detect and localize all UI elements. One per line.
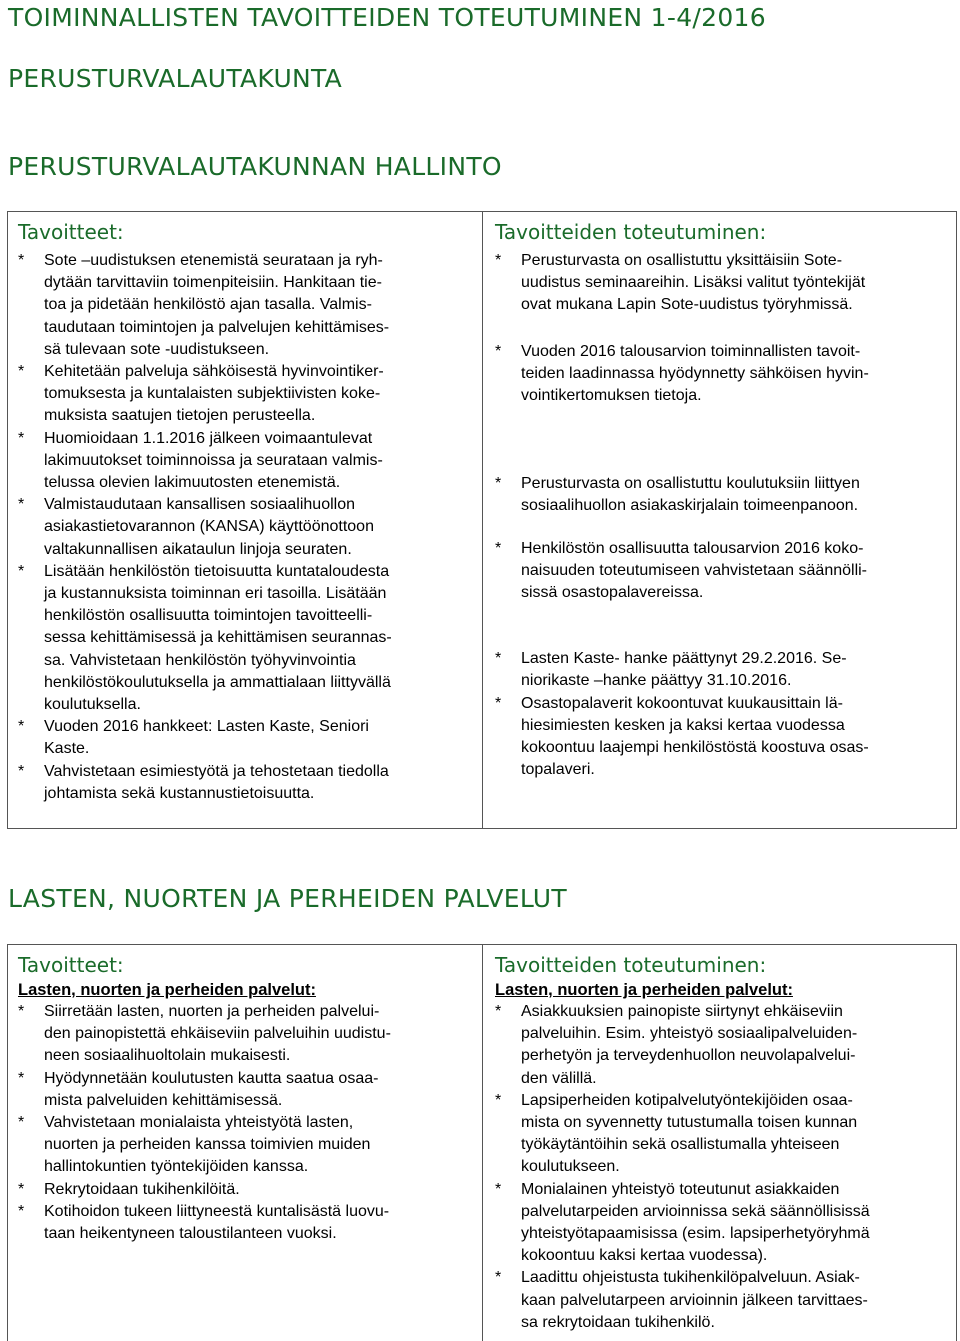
bullet-asterisk: * [18, 252, 25, 269]
list-item-text-line: työkäytäntöihin sekä osallistumalla yhteiseen [521, 1136, 840, 1154]
list-item-text-line: Lasten Kaste- hanke päättynyt 29.2.2016. Se- [521, 650, 847, 668]
list-item-text-line: palvelutarpeiden arvioinnissa sekä säännöllisissä [521, 1202, 870, 1220]
list-item-text-line: taan heikentyneen taloustilanteen vuoksi. [44, 1225, 337, 1243]
list-item [18, 1201, 478, 1245]
list-item-text-line: Vahvistetaan monialaista yhteistyötä lasten, [44, 1114, 354, 1132]
family-services-goals-table [7, 944, 957, 1341]
list-item-text-line: Monialainen yhteistyö toteutunut asiakkaiden [521, 1180, 840, 1198]
results-column [495, 945, 953, 1334]
list-item [18, 561, 478, 716]
list-item-text-line: Sote –uudistuksen etenemistä seurataan ja ryh- [44, 252, 383, 269]
admin-goals-table [7, 211, 957, 829]
list-item [18, 494, 478, 561]
list-item-text-line: johtamista sekä kustannustietoisuutta. [44, 784, 315, 802]
list-item-text-line: telussa olevien lakimuutosten etenemistä. [44, 474, 341, 492]
list-item [495, 1179, 953, 1268]
goals-column [18, 212, 478, 805]
bullet-asterisk: * [495, 342, 502, 360]
list-item-text-line: koulutukseen. [521, 1158, 620, 1176]
list-item-text-line: Hyödynnetään koulutusten kautta saatua osaa- [44, 1069, 379, 1087]
list-item-text-line: Kotihoidon tukeen liittyneestä kuntalisästä luovu- [44, 1202, 390, 1220]
column-divider [482, 212, 483, 828]
list-item [18, 761, 478, 805]
bullet-asterisk: * [18, 429, 25, 447]
results-header: Tavoitteiden toteutuminen: [495, 220, 767, 244]
goals-header: Tavoitteet: [18, 220, 124, 244]
list-item-text-line: sosiaalihuollon asiakaskirjalain toimeenpanoon. [521, 497, 859, 515]
document-title: TOIMINNALLISTEN TAVOITTEIDEN TOTEUTUMINEN 1-4/2016 [8, 3, 766, 32]
results-column [495, 212, 953, 781]
goals-subheading: Lasten, nuorten ja perheiden palvelut: [18, 981, 316, 999]
list-item-text-line: henkilöstökoulutuksella ja ammattialaan liittyvällä [44, 673, 391, 691]
list-item-text-line: kaan palvelutarpeen arvioinnin jälkeen tarvittaes- [521, 1291, 868, 1309]
list-item-text-line: Vuoden 2016 talousarvion toiminnallisten tavoit- [521, 342, 861, 360]
list-item-text-line: yhteistyötapaamisissa (esim. lapsiperhetyöryhmä [521, 1225, 870, 1243]
list-item-text-line: Asiakkuuksien painopiste siirtynyt ehkäiseviin [521, 1003, 843, 1020]
list-item-text-line: sa. Vahvistetaan henkilöstön työhyvinvointia [44, 651, 356, 669]
list-item-text-line: ja kustannuksista toiminnan eri tasoilla. Lisätään [44, 585, 387, 603]
goals-column [18, 945, 478, 1245]
bullet-asterisk: * [18, 496, 25, 514]
list-item-text-line: hiesimiesten kesken ja kaksi kertaa vuodessa [521, 716, 845, 734]
bullet-asterisk: * [18, 363, 25, 381]
list-item [18, 1179, 478, 1201]
bullet-asterisk: * [18, 718, 25, 736]
list-item [495, 1001, 953, 1090]
list-item-text-line: Laadittu ohjeistusta tukihenkilöpalveluun. Asiak- [521, 1269, 860, 1287]
list-item [495, 693, 953, 782]
list-item [18, 250, 478, 361]
list-item-text-line: Vuoden 2016 hankkeet: Lasten Kaste, Seniori [44, 718, 369, 736]
list-item-text-line: niorikaste –hanke päättyy 31.10.2016. [521, 672, 792, 690]
bullet-asterisk: * [18, 1202, 25, 1220]
list-item-text-line: tomuksesta ja kuntalaisten subjektiivisten koke- [44, 385, 381, 403]
list-item-text-line: valtakunnallisen aikataulun linjoja seuraten. [44, 540, 352, 558]
list-item [18, 1068, 478, 1112]
list-item-text-line: Lapsiperheiden kotipalvelutyöntekijöiden osaa- [521, 1091, 853, 1109]
list-item-text-line: neen sosiaalihuoltolain mukaisesti. [44, 1047, 291, 1065]
bullet-asterisk: * [495, 1180, 502, 1198]
list-item [18, 716, 478, 760]
list-item-text-line: nuorten ja perheiden kanssa toimivien muiden [44, 1136, 371, 1154]
list-item-text-line: asiakastietovarannon (KANSA) käyttöönottoon [44, 518, 374, 536]
list-item-text-line: teiden laadinnassa hyödynnetty sähköisen hyvin- [521, 364, 869, 382]
list-item [495, 538, 953, 605]
bullet-asterisk: * [18, 1003, 25, 1020]
list-item-text-line: muksista saatujen tietojen perusteella. [44, 407, 316, 425]
list-item-text-line: hallintokuntien työntekijöiden kanssa. [44, 1158, 309, 1176]
bullet-asterisk: * [18, 562, 25, 580]
list-item-text-line: Osastopalaverit kokoontuvat kuukausittain lä- [521, 694, 843, 712]
list-item-text-line: palveluihin. Esim. yhteistyö sosiaalipalveluiden- [521, 1025, 858, 1043]
list-item-text-line: henkilöstön osallisuutta toimintojen tavoitteelli- [44, 607, 373, 625]
list-item [495, 250, 953, 317]
list-item-text-line: naisuuden toteutumiseen vahvistetaan säännölli- [521, 561, 868, 579]
list-item-text-line: Siirretään lasten, nuorten ja perheiden palvelui- [44, 1003, 380, 1020]
bullet-asterisk: * [18, 1114, 25, 1132]
list-item-text-line: Henkilöstön osallisuutta talousarvion 2016 koko- [521, 539, 864, 557]
goals-header: Tavoitteet: [18, 953, 124, 977]
list-item-text-line: den välillä. [521, 1069, 597, 1087]
list-item [18, 361, 478, 428]
results-subheading: Lasten, nuorten ja perheiden palvelut: [495, 981, 793, 999]
list-item-text-line: kokoontuu laajempi henkilöstöstä koostuva osas- [521, 739, 869, 757]
list-item-text-line: mista palveluiden kehittämisessä. [44, 1091, 283, 1109]
list-item [495, 1267, 953, 1334]
list-item-text-line: Perusturvasta on osallistuttu koulutuksiin liittyen [521, 475, 860, 493]
list-item-text-line: sissä osastopalavereissa. [521, 584, 704, 602]
list-item [495, 1090, 953, 1179]
list-item [495, 341, 953, 408]
bullet-asterisk: * [495, 252, 502, 269]
list-item-text-line: sa rekrytoidaan tukihenkilö. [521, 1313, 715, 1331]
bullet-asterisk: * [18, 762, 25, 780]
list-item-text-line: den painopistettä ehkäiseviin palveluihin uudistu- [44, 1025, 391, 1043]
results-header: Tavoitteiden toteutuminen: [495, 953, 767, 977]
section-heading-admin: PERUSTURVALAUTAKUNNAN HALLINTO [8, 152, 502, 181]
list-item-text-line: perhetyön ja terveydenhuollon neuvolapalvelui- [521, 1047, 856, 1065]
list-item-text-line: Huomioidaan 1.1.2016 jälkeen voimaantulevat [44, 429, 373, 447]
list-item-text-line: sessa kehittämisessä ja kehittämisen seurannas- [44, 629, 392, 647]
list-item-text-line: vointikertomuksen tietoja. [521, 387, 702, 405]
list-item-text-line: toa ja pidetään henkilöstö ajan tasalla. Valmis- [44, 296, 372, 314]
bullet-asterisk: * [495, 475, 502, 493]
list-item [18, 1112, 478, 1179]
list-item [18, 1001, 478, 1068]
list-item-text-line: Lisätään henkilöstön tietoisuutta kuntataloudesta [44, 562, 390, 580]
bullet-asterisk: * [18, 1069, 25, 1087]
bullet-asterisk: * [18, 1180, 25, 1198]
section-heading-family-services: LASTEN, NUORTEN JA PERHEIDEN PALVELUT [8, 884, 567, 913]
list-item [495, 473, 953, 517]
list-item-text-line: mista on syvennetty tutustumalla toisen kunnan [521, 1114, 858, 1132]
bullet-asterisk: * [495, 1003, 502, 1020]
list-item-text-line: Kaste. [44, 740, 90, 758]
list-item-text-line: dytään tarvittaviin toimenpiteisiin. Hankitaan tie- [44, 274, 382, 292]
list-item-text-line: sä tulevaan sote -uudistukseen. [44, 340, 270, 358]
list-item-text-line: koulutuksella. [44, 696, 141, 714]
list-item [495, 648, 953, 692]
list-item-text-line: lakimuutokset toiminnoissa ja seurataan valmis- [44, 451, 383, 469]
bullet-asterisk: * [495, 650, 502, 668]
list-item-text-line: uudistus seminaareihin. Lisäksi valitut työntekijät [521, 274, 866, 292]
list-item-text-line: kokoontuu kaksi kertaa vuodessa). [521, 1247, 768, 1265]
board-heading: PERUSTURVALAUTAKUNTA [8, 64, 343, 93]
list-item-text-line: taudutaan toimintojen ja palvelujen kehittämises- [44, 318, 390, 336]
bullet-asterisk: * [495, 1269, 502, 1287]
bullet-asterisk: * [495, 694, 502, 712]
column-divider [482, 945, 483, 1341]
list-item-text-line: Vahvistetaan esimiestyötä ja tehostetaan tiedolla [44, 762, 389, 780]
list-item [18, 428, 478, 495]
list-item-text-line: Valmistaudutaan kansallisen sosiaalihuollon [44, 496, 356, 514]
bullet-asterisk: * [495, 539, 502, 557]
bullet-asterisk: * [495, 1091, 502, 1109]
list-item-text-line: ovat mukana Lapin Sote-uudistus työryhmissä. [521, 296, 853, 314]
list-item-text-line: Perusturvasta on osallistuttu yksittäisiin Sote- [521, 252, 843, 269]
list-item-text-line: Kehitetään palveluja sähköisestä hyvinvointiker- [44, 363, 384, 381]
list-item-text-line: topalaveri. [521, 761, 595, 779]
list-item-text-line: Rekrytoidaan tukihenkilöitä. [44, 1180, 240, 1198]
